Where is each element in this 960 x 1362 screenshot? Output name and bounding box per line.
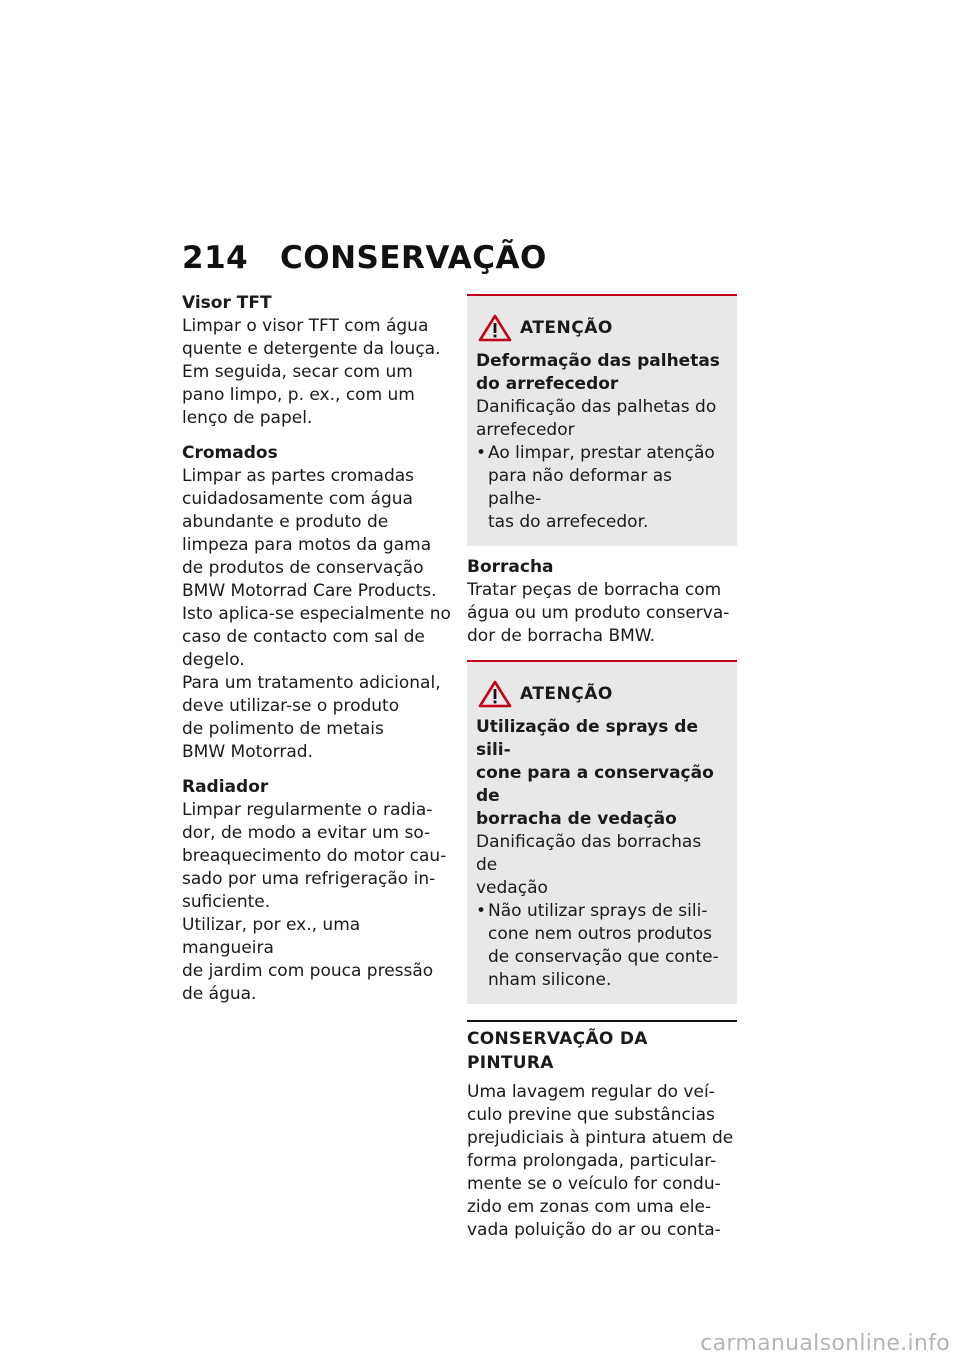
text-line: breaquecimento do motor cau- [182, 846, 447, 866]
text-line: vada poluição do ar ou conta- [467, 1220, 721, 1240]
text-line: cone nem outros produtos [488, 924, 712, 944]
warning-label: ATENÇÃO [520, 318, 613, 338]
text-line: nham silicone. [488, 970, 612, 990]
text-line: dor de borracha BMW. [467, 626, 656, 646]
section-title: Visor TFT [182, 293, 272, 313]
text-line: borracha de vedação [476, 809, 677, 829]
section-radiador [182, 776, 454, 1006]
section-borracha [467, 556, 737, 648]
text-line: Danificação das palhetas do [476, 397, 717, 417]
warning-header [478, 680, 727, 708]
text-line: sado por uma refrigeração in- [182, 869, 436, 889]
text-line: Limpar as partes cromadas [182, 466, 415, 486]
watermark-text: carmanualsonline.info [700, 1331, 950, 1356]
text-line: de água. [182, 984, 257, 1004]
text-line: BMW Motorrad. [182, 742, 313, 762]
text-line: prejudiciais à pintura atuem de [467, 1128, 734, 1148]
page-header [182, 240, 547, 276]
text-line: Danificação das borrachas de [476, 832, 702, 875]
text-line: abundante e produto de [182, 512, 389, 532]
warning-title [476, 716, 727, 831]
section-heading-pintura: CONSERVAÇÃO DA PINTURA [467, 1020, 737, 1075]
warning-description [476, 831, 727, 900]
text-line: Deformação das palhetas [476, 351, 720, 371]
page-title: CONSERVAÇÃO [280, 240, 547, 276]
text-line: culo previne que substâncias [467, 1105, 715, 1125]
left-column [182, 292, 454, 1006]
page-number: 214 [182, 240, 249, 276]
text-line: forma prolongada, particular- [467, 1151, 717, 1171]
warning-triangle-icon [478, 314, 512, 342]
warning-box-radiator [467, 294, 737, 546]
text-line: quente e detergente da louça. [182, 339, 441, 359]
warning-bullet [476, 442, 727, 534]
text-line: suficiente. [182, 892, 271, 912]
text-line: degelo. [182, 650, 245, 670]
text-line: de jardim com pouca pressão [182, 961, 434, 981]
text-line: de conservação que conte- [488, 947, 719, 967]
text-line: dor, de modo a evitar um so- [182, 823, 431, 843]
text-line: Ao limpar, prestar atenção [488, 443, 715, 463]
text-line: Uma lavagem regular do veí- [467, 1082, 715, 1102]
text-line: arrefecedor [476, 420, 575, 440]
bullet-icon: • [476, 443, 487, 463]
text-line: cuidadosamente com água [182, 489, 413, 509]
text-line: água ou um produto conserva- [467, 603, 730, 623]
text-line: Limpar regularmente o radia- [182, 800, 433, 820]
text-line: do arrefecedor [476, 374, 619, 394]
section-visor [182, 292, 454, 430]
bullet-icon: • [476, 901, 487, 921]
right-column [467, 294, 737, 1242]
text-line: vedação [476, 878, 548, 898]
warning-title [476, 350, 727, 396]
text-line: pano limpo, p. ex., com um [182, 385, 415, 405]
text-line: cone para a conservação de [476, 763, 714, 806]
text-line: Isto aplica-se especialmente no [182, 604, 451, 624]
section-title: Radiador [182, 777, 269, 797]
warning-triangle-icon [478, 680, 512, 708]
warning-header [478, 314, 727, 342]
warning-label: ATENÇÃO [520, 684, 613, 704]
text-line: de polimento de metais [182, 719, 384, 739]
text-line: Limpar o visor TFT com água [182, 316, 429, 336]
text-line: lenço de papel. [182, 408, 313, 428]
text-line: limpeza para motos da gama [182, 535, 432, 555]
text-line: Para um tratamento adicional, [182, 673, 441, 693]
text-line: Em seguida, secar com um [182, 362, 413, 382]
text-line: deve utilizar-se o produto [182, 696, 400, 716]
warning-box-silicone [467, 660, 737, 1004]
section-title: Borracha [467, 557, 554, 577]
text-line: BMW Motorrad Care Products. [182, 581, 437, 601]
text-line: Tratar peças de borracha com [467, 580, 722, 600]
section-cromados [182, 442, 454, 764]
section-body [467, 579, 737, 648]
text-line: zido em zonas com uma ele- [467, 1197, 712, 1217]
text-line: de produtos de conservação [182, 558, 424, 578]
section-body [182, 315, 454, 430]
warning-bullet [476, 900, 727, 992]
text-line: caso de contacto com sal de [182, 627, 425, 647]
section-body [182, 465, 454, 764]
text-line: para não deformar as palhe- [488, 466, 672, 509]
warning-description [476, 396, 727, 442]
section-body [182, 799, 454, 1006]
text-line: Não utilizar sprays de sili- [488, 901, 708, 921]
text-line: mente se o veículo for condu- [467, 1174, 721, 1194]
text-line: Utilização de sprays de sili- [476, 717, 698, 760]
text-line: tas do arrefecedor. [488, 512, 649, 532]
section-body [467, 1081, 737, 1242]
section-title: Cromados [182, 443, 278, 463]
text-line: Utilizar, por ex., uma mangueira [182, 915, 361, 958]
